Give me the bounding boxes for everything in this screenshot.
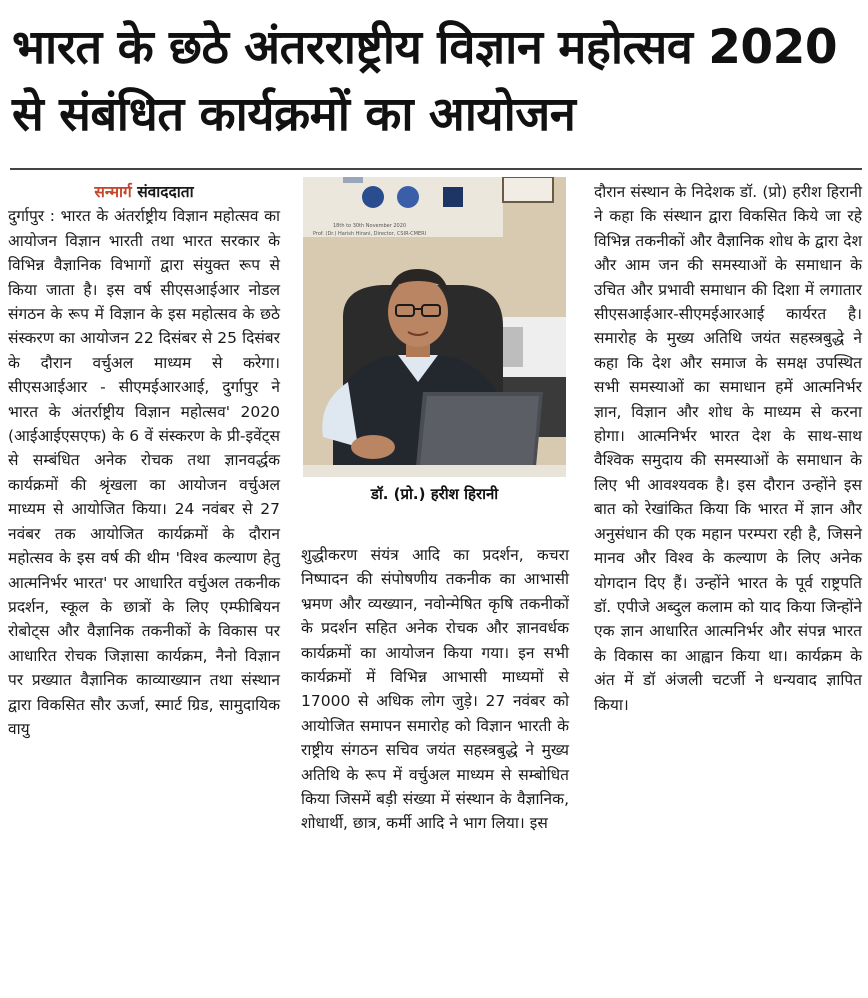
byline-brand: सन्मार्ग (94, 183, 132, 201)
article-text-col1: दुर्गापुर : भारत के अंतर्राष्ट्रीय विज्ञान महोत्सव का आयोजन विज्ञान भारती तथा भारत सरकार के विभिन्न वैज्ञानिक विभागों द्वारा संयुक्त रूप से किया जाता है। इस वर्ष सीएसआईआर नोडल संगठन के रूप में विज्ञान के इस महोत्सव के छठे संस्करण का आयोजन 22 दिसंबर से 25 दिसंबर के दौरान वर्चुअल माध्यम से करेगा। सीएसआईआर - सीएमईआरआई, दुर्गापुर ने भारत के अंतर्राष्ट्रीय विज्ञान महोत्सव' 2020 (आईआईएसएफ) के 6 वें संस्करण के प्री-इवेंट्स से सम्बंधित अनेक रोचक तथा ज्ञानवर्द्धक कार्यक्रमों की श्रृंखला का आयोजन वर्चुअल माध्यम से आयोजित किया। 24 नवंबर से 27 नवंबर तक आयोजित कार्यक्रमों के दौरान महोत्सव के इस वर्ष की थीम 'विश्व कल्याण हेतु आत्मनिर्भर भारत' पर आधारित वर्चुअल तकनीक प्रदर्शन, स्कूल के छात्रों के लिए एम्फीबियन रोबोट्स और वैज्ञानिक तकनीकों के विकास पर आधारित रोचक जिज्ञासा कार्यक्रम, नैनो विज्ञान पर प्रख्यात वैज्ञानिक काव्याख्यान तथा संस्थान द्वारा विकसित सौर ऊर्जा, स्मार्ट ग्रिड, सामुदायिक वायु (8, 207, 280, 738)
screen-line-1: 18th to 30th November 2020 (333, 223, 407, 229)
byline (8, 180, 280, 204)
article-column-2 (301, 543, 569, 836)
article-column-3 (594, 180, 862, 717)
photo-caption: डॉ. (प्रो.) हरीश हिरानी (370, 485, 499, 503)
headline: भारत के छठे अंतरराष्ट्रीय विज्ञान महोत्सव 2020 से संबंधित कार्यक्रमों का आयोजन (12, 20, 838, 142)
article-text-col2: शुद्धीकरण संयंत्र आदि का प्रदर्शन, कचरा निष्पादन की संपोषणीय तकनीक का आभासी भ्रमण और व्यख्यान, नवोन्मेषित कृषि तकनीकों के प्रदर्शन सहित अनेक रोचक और ज्ञानवर्धक कार्यक्रमों का आयोजन किया गया। इन सभी कार्यक्रमों में विभिन्न आभासी माध्यमों से 17000 से अधिक लोग जुड़े। 27 नवंबर को आयोजित समापन समारोह को विज्ञान भारती के राष्ट्रीय संगठन सचिव जयंत सहस्त्रबुद्धे ने मुख्य अतिथि के रूप में वर्चुअल माध्यम से सम्बोधित किया जिसमें बड़ी संख्या में संस्थान के वैज्ञानिक, शोधार्थी, छात्र, कर्मी आदि ने भाग लिया। इस (301, 546, 569, 833)
screen-line-2: Prof. (Dr.) Harish Hirani, Director, CSIR-CMERI (313, 231, 427, 237)
byline-role: संवाददाता (137, 183, 194, 201)
article-column-1 (8, 180, 280, 741)
article-text-col3: दौरान संस्थान के निदेशक डॉ. (प्रो) हरीश हिरानी ने कहा कि संस्थान द्वारा विकसित किये जा रहे विभिन्न तकनीकों और वैज्ञानिक शोध के द्वारा देश और आम जन की समस्याओं के समाधान के उचित और प्रभावी समाधान की दिशा में लगातार सीएसआईआर-सीएमईआरआई कार्यरत है। समारोह के मुख्य अतिथि जयंत सहस्त्रबुद्धे ने कहा कि देश और समाज के समक्ष उपस्थित सभी समस्याओं का समाधान हमें आत्मनिर्भर ज्ञान, विज्ञान और शोध के माध्यम से करना होगा। आत्मनिर्भर भारत देश के साथ-साथ वैश्विक समुदाय की समस्याओं के समाधान के लिए भी आवश्यवक है। इस दौरान उन्होंने इस बात को रेखांकित किया कि भारत में ज्ञान और अनुसंधान की एक महान परम्परा रही है, जिसने मानव और विश्व के कल्याण के लिए अनेक योगदान दिए हैं। उन्होंने भारत के पूर्व राष्ट्रपति डॉ. एपीजे अब्दुल कलाम को याद किया जिन्होंने एक ज्ञान आधारित आत्मनिर्भर और संपन्न भारत के विकास का आह्वान किया था। कार्यक्रम के अंत में डॉ अंजली चटर्जी ने धन्यवाद ज्ञापित किया। (594, 183, 862, 714)
director-photo (303, 177, 566, 477)
headline-rule (10, 168, 862, 170)
